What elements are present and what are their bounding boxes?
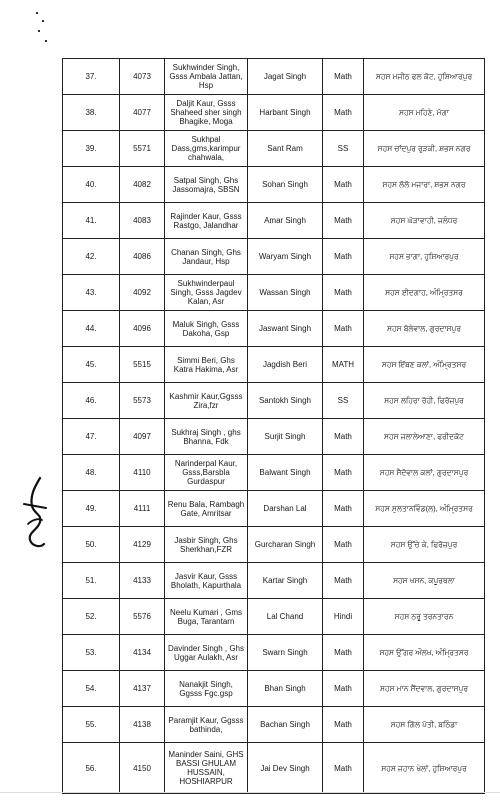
table-cell-name: Maninder Saini, GHS BASSI GHULAM HUSSAIN, HOSHIARPUR (165, 743, 248, 794)
table-cell-code: 4082 (120, 167, 165, 203)
teacher-list-table (62, 58, 485, 794)
table-cell-subject: Math (323, 419, 364, 455)
table-row (63, 383, 485, 419)
table-cell-code: 4134 (120, 635, 165, 671)
table-row (63, 635, 485, 671)
table-cell-code: 5573 (120, 383, 165, 419)
table-row (63, 59, 485, 95)
table-cell-sno: 38. (63, 95, 120, 131)
table-cell-name: Jasbir Singh, Ghs Sherkhan,FZR (165, 527, 248, 563)
table-cell-name: Daljit Kaur, Gsss Shaheed sher singh Bhagike, Moga (165, 95, 248, 131)
table-cell-sno: 50. (63, 527, 120, 563)
table-row (63, 275, 485, 311)
table-row (63, 95, 485, 131)
table-cell-subject: SS (323, 383, 364, 419)
table-cell-place: ਸਹਸ ਮਜੀਠ ਫਲ ਕੋਟ, ਹੁਸ਼ਿਆਰਪੁਰ (364, 59, 485, 95)
table-cell-father: Darshan Lal (248, 491, 323, 527)
table-cell-sno: 56. (63, 743, 120, 794)
table-cell-place: ਸਹਸ ਠਰੂ ਤਰਨਤਾਰਨ (364, 599, 485, 635)
table-cell-father: Sohan Singh (248, 167, 323, 203)
table-cell-name: Kashmir Kaur,Ggsss Zira,fzr (165, 383, 248, 419)
table-cell-subject: Math (323, 455, 364, 491)
table-cell-subject: Math (323, 239, 364, 275)
table-cell-code: 4137 (120, 671, 165, 707)
table-cell-place: ਸਹਸ ਉੱਚੇ ਕੇ, ਫਿਰੋਜ਼ਪੁਰ (364, 527, 485, 563)
table-cell-sno: 53. (63, 635, 120, 671)
table-cell-place: ਸਹਸ ਮਹਿਣੇ, ਮੋਗਾ (364, 95, 485, 131)
table-cell-father: Jaswant Singh (248, 311, 323, 347)
table-cell-code: 4077 (120, 95, 165, 131)
table-cell-code: 4083 (120, 203, 165, 239)
table-cell-place: ਸਹਸ ਗਿੱਲ ਪੱਤੀ, ਬਠਿੰਡਾ (364, 707, 485, 743)
table-cell-name: Simmi Beri, Ghs Katra Hakima, Asr (165, 347, 248, 383)
table-cell-subject: MATH (323, 347, 364, 383)
table-cell-name: Satpal Singh, Ghs Jassomajra, SBSN (165, 167, 248, 203)
table-cell-sno: 41. (63, 203, 120, 239)
table-cell-place: ਸਹਸ ਘੋੜਾਵਾਹੀ, ਜਲੰਧਰ (364, 203, 485, 239)
table-cell-father: Kartar Singh (248, 563, 323, 599)
table-cell-subject: Math (323, 635, 364, 671)
table-cell-subject: Math (323, 671, 364, 707)
table-cell-name: Maluk Singh, Gsss Dakoha, Gsp (165, 311, 248, 347)
table-cell-father: Bhan Singh (248, 671, 323, 707)
table-row (63, 347, 485, 383)
table-cell-subject: Math (323, 743, 364, 794)
table-cell-subject: Math (323, 167, 364, 203)
table-cell-code: 4092 (120, 275, 165, 311)
table-row (63, 131, 485, 167)
table-cell-sno: 48. (63, 455, 120, 491)
table-cell-name: Paramjit Kaur, Ggsss bathinda, (165, 707, 248, 743)
table-cell-place: ਸਹਸ ਇੱਬਣ ਕਲਾਂ, ਅੰਮ੍ਰਿਤਸਰ (364, 347, 485, 383)
table-cell-subject: Math (323, 203, 364, 239)
table-cell-father: Wassan Singh (248, 275, 323, 311)
table-cell-father: Gurcharan Singh (248, 527, 323, 563)
table-cell-father: Balwant Singh (248, 455, 323, 491)
table-cell-father: Jagat Singh (248, 59, 323, 95)
table-cell-place: ਸਹਸ ਚਾਂਦਪੁਰ ਰੁੜਕੀ, ਸ਼ਭਸ ਨਗਰ (364, 131, 485, 167)
table-cell-place: ਸਹਸ ਸੁਲਤਾਨਵਿੰਡ(ਲ), ਅੰਮ੍ਰਿਤਸਰ (364, 491, 485, 527)
table-cell-code: 4129 (120, 527, 165, 563)
table-cell-code: 5571 (120, 131, 165, 167)
table-cell-subject: SS (323, 131, 364, 167)
table-cell-sno: 51. (63, 563, 120, 599)
table-cell-name: Sukhwinderpaul Singh, Gsss Jagdev Kalan, Asr (165, 275, 248, 311)
table-cell-subject: Math (323, 527, 364, 563)
table-cell-code: 4110 (120, 455, 165, 491)
table-cell-name: Sukhraj Singh , ghs Bhanna, Fdk (165, 419, 248, 455)
table-cell-sno: 55. (63, 707, 120, 743)
table-cell-code: 5515 (120, 347, 165, 383)
table-cell-father: Surjit Singh (248, 419, 323, 455)
table-cell-sno: 43. (63, 275, 120, 311)
table-cell-name: Davinder Singh , Ghs Uggar Aulakh, Asr (165, 635, 248, 671)
table-cell-father: Waryam Singh (248, 239, 323, 275)
table-cell-subject: Math (323, 491, 364, 527)
table-cell-father: Jai Dev Singh (248, 743, 323, 794)
table-cell-sno: 45. (63, 347, 120, 383)
table-cell-code: 4073 (120, 59, 165, 95)
table-cell-place: ਸਹਸ ਖਸਨ, ਕਪੂਰਥਲਾ (364, 563, 485, 599)
table-row (63, 311, 485, 347)
table-cell-code: 4097 (120, 419, 165, 455)
table-cell-code: 4096 (120, 311, 165, 347)
table-cell-place: ਸਹਸ ਜਹਾਨ ਖੇਲਾਂ, ਹੁਸ਼ਿਆਰਪੁਰ (364, 743, 485, 794)
table-cell-place: ਸਹਸ ਬੋਲੇਵਾਲ, ਗੁਰਦਾਸਪੁਰ (364, 311, 485, 347)
table-row (63, 455, 485, 491)
table-row (63, 743, 485, 794)
table-cell-name: Rajinder Kaur, Gsss Rastgo, Jalandhar (165, 203, 248, 239)
table-cell-place: ਸਹਸ ਭਾਗਾ, ਹੁਸ਼ਿਆਰਪੁਰ (364, 239, 485, 275)
table-row (63, 527, 485, 563)
table-cell-code: 4111 (120, 491, 165, 527)
table-cell-subject: Math (323, 707, 364, 743)
table-cell-subject: Math (323, 59, 364, 95)
table-cell-code: 5576 (120, 599, 165, 635)
table-row (63, 203, 485, 239)
table-cell-place: ਸਹਸ ਜਲਾਲੇਆਣਾ, ਫਰੀਦਕੋਟ (364, 419, 485, 455)
table-cell-subject: Math (323, 275, 364, 311)
table-cell-code: 4086 (120, 239, 165, 275)
table-cell-father: Swarn Singh (248, 635, 323, 671)
table-cell-sno: 47. (63, 419, 120, 455)
table-row (63, 563, 485, 599)
table-cell-sno: 42. (63, 239, 120, 275)
table-cell-name: Renu Bala, Rambagh Gate, Amritsar (165, 491, 248, 527)
table-cell-sno: 44. (63, 311, 120, 347)
table-cell-name: Sukhwinder Singh, Gsss Ambala Jattan, Hsp (165, 59, 248, 95)
table-cell-subject: Math (323, 563, 364, 599)
table-cell-father: Harbant Singh (248, 95, 323, 131)
table-cell-father: Santokh Singh (248, 383, 323, 419)
table-cell-name: Chanan Singh, Ghs Jandaur, Hsp (165, 239, 248, 275)
table-cell-name: Neelu Kumari , Gms Buga, Tarantarn (165, 599, 248, 635)
table-cell-name: Jasvir Kaur, Gsss Bholath, Kapurthala (165, 563, 248, 599)
table-cell-sno: 54. (63, 671, 120, 707)
table-cell-father: Jagdish Beri (248, 347, 323, 383)
table-cell-name: Sukhpal Dass,gms,karimpur chahwala, (165, 131, 248, 167)
table-cell-place: ਸਹਸ ਲਹਿਰਾ ਰੋਹੀ, ਫਿਰੋਜ਼ਪੁਰ (364, 383, 485, 419)
table-cell-sno: 39. (63, 131, 120, 167)
table-cell-place: ਸਹਸ ਉੱਗਰ ਔਲਖ, ਅੰਮ੍ਰਿਤਸਰ (364, 635, 485, 671)
table-row (63, 491, 485, 527)
table-row (63, 671, 485, 707)
table-cell-sno: 46. (63, 383, 120, 419)
table-cell-father: Sant Ram (248, 131, 323, 167)
table-cell-code: 4133 (120, 563, 165, 599)
handwritten-signature-icon (18, 474, 52, 554)
table-cell-subject: Math (323, 311, 364, 347)
table-cell-father: Amar Singh (248, 203, 323, 239)
table-cell-subject: Hindi (323, 599, 364, 635)
page-edge (0, 792, 500, 793)
table-row (63, 419, 485, 455)
table-cell-name: Narinderpal Kaur, Gsss,Barsbla Gurdaspur (165, 455, 248, 491)
table-cell-place: ਸਹਸ ਲੱਲੋ ਮਜਾਰਾ, ਸ਼ਭਸ ਨਗਰ (364, 167, 485, 203)
table-row (63, 167, 485, 203)
table-cell-subject: Math (323, 95, 364, 131)
table-cell-father: Lal Chand (248, 599, 323, 635)
table-cell-sno: 52. (63, 599, 120, 635)
table-cell-father: Bachan Singh (248, 707, 323, 743)
table-row (63, 599, 485, 635)
table-row (63, 239, 485, 275)
table-cell-code: 4138 (120, 707, 165, 743)
table-cell-place: ਸਹਸ ਮਾਨ ਸੈਂਦਵਾਲ, ਗੁਰਦਾਸਪੁਰ (364, 671, 485, 707)
table-cell-sno: 40. (63, 167, 120, 203)
table-row (63, 707, 485, 743)
table-cell-code: 4150 (120, 743, 165, 794)
table-cell-name: Nanakjit Singh, Ggsss Fgc.gsp (165, 671, 248, 707)
table-cell-place: ਸਹਸ ਈਦਗਾਹ, ਅੰਮ੍ਰਿਤਸਰ (364, 275, 485, 311)
table-cell-sno: 37. (63, 59, 120, 95)
table-cell-place: ਸਹਸ ਸੈਦੋਵਾਲ ਕਲਾਂ, ਗੁਰਦਾਸਪੁਰ (364, 455, 485, 491)
table-cell-sno: 49. (63, 491, 120, 527)
